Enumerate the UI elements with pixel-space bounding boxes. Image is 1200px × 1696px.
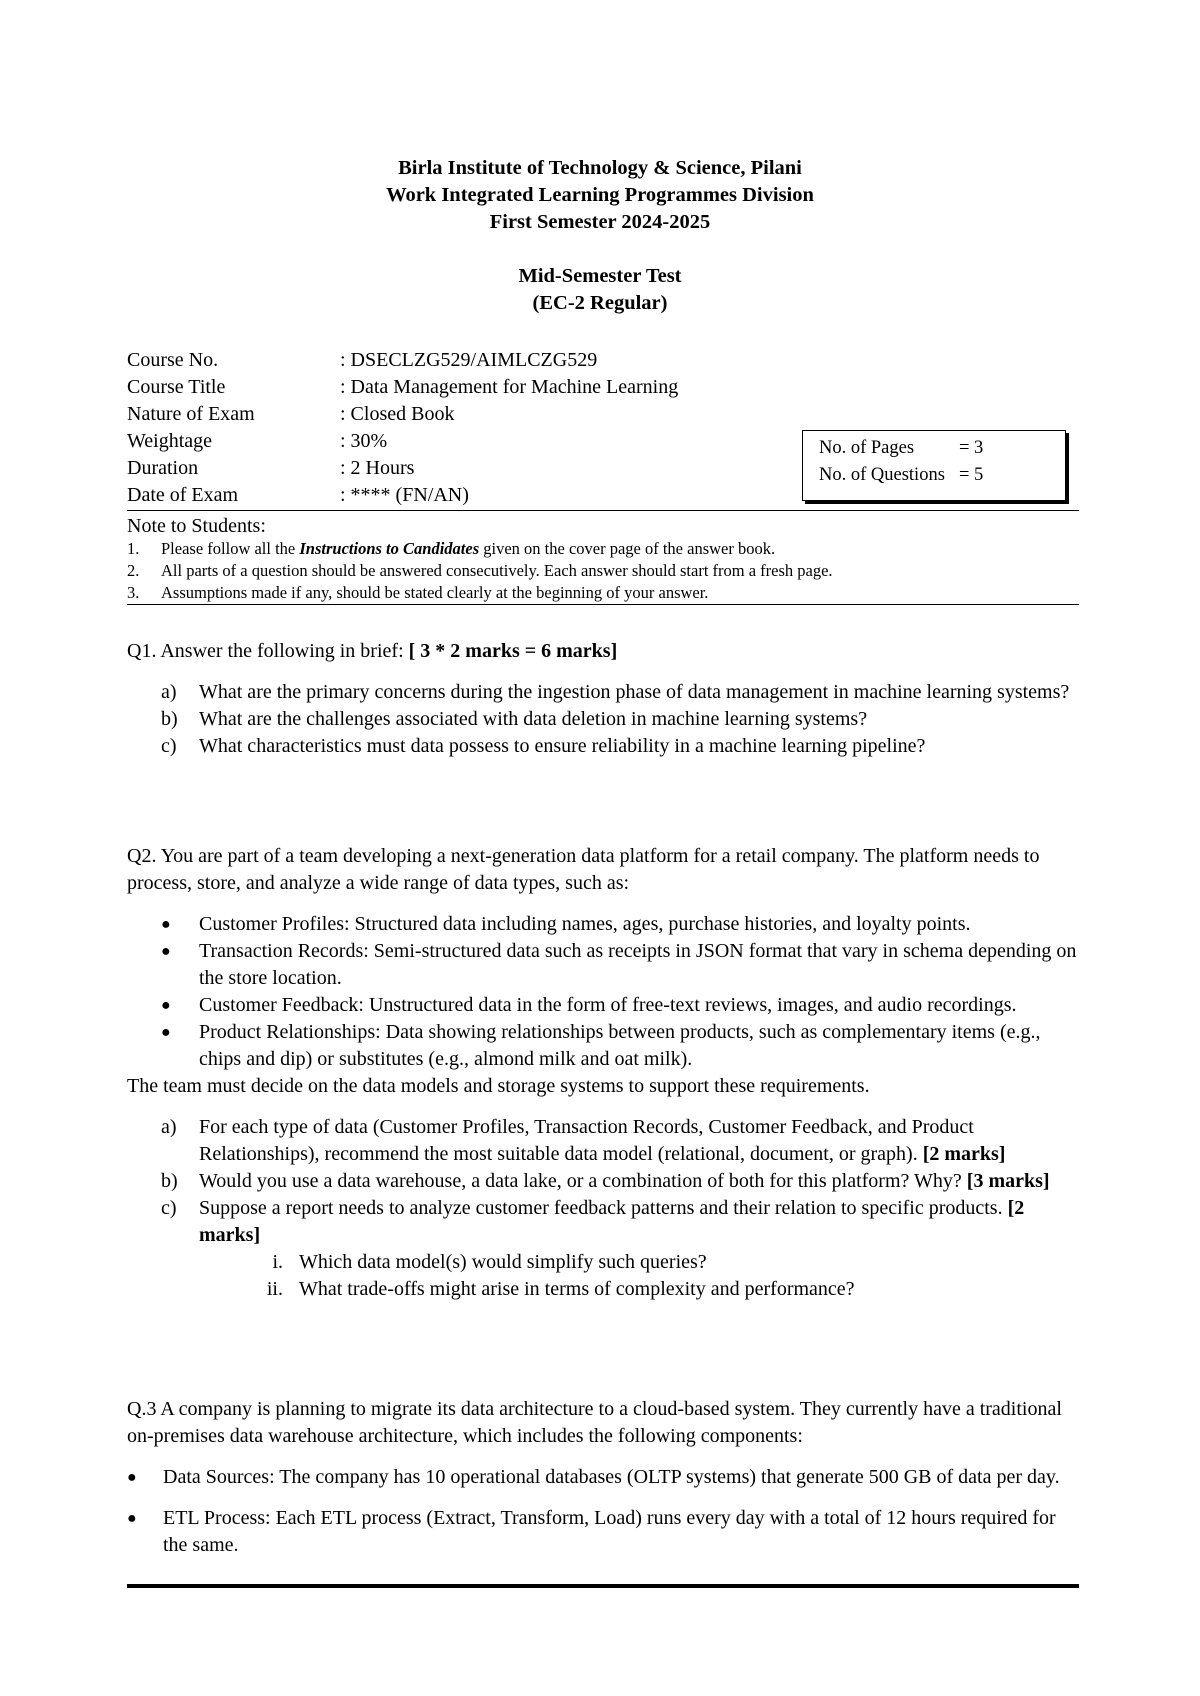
note-item: 1. Please follow all the Instructions to Candidates given on the cover page of the answer book. bbox=[127, 539, 776, 558]
q1-part-b: b) What are the challenges associated with data deletion in machine learning systems? bbox=[161, 708, 868, 730]
bullet-icon: ● bbox=[127, 1510, 137, 1527]
info-row: Weightage : 30% bbox=[127, 430, 388, 452]
q2-subpart-i: i. Which data model(s) would simplify such queries? bbox=[272, 1251, 707, 1273]
q2-intro: Q2. You are part of a team developing a next-generation data platform for a retail company. The platform needs to process, store, and analyze a wide range of data types, such as: bbox=[127, 845, 1040, 894]
question-3 bbox=[127, 1396, 1079, 1559]
institute-name: Birla Institute of Technology & Science, Pilani bbox=[398, 157, 802, 179]
questions-value: = 5 bbox=[959, 465, 984, 485]
test-name: Mid-Semester Test bbox=[518, 265, 682, 287]
division-name: Work Integrated Learning Programmes Division bbox=[386, 184, 814, 206]
info-row: Duration : 2 Hours bbox=[127, 457, 415, 479]
note-item: 3. Assumptions made if any, should be stated clearly at the beginning of your answer. bbox=[127, 583, 709, 602]
q1-part-a: a) What are the primary concerns during the ingestion phase of data management in machine learning systems? bbox=[161, 681, 1070, 703]
q2-bullet: ● Product Relationships: Data showing relationships between products, such as complementary items (e.g., chips and dip) or substitutes (e.g., almond milk and oat milk). bbox=[161, 1019, 1079, 1073]
pages-value: = 3 bbox=[959, 438, 984, 458]
info-row: Course Title : Data Management for Machine Learning bbox=[127, 376, 679, 398]
q2-bullet: ● Transaction Records: Semi-structured data such as receipts in JSON format that vary in schema depending on the store location. bbox=[161, 938, 1079, 992]
q2-bullet: ● Customer Feedback: Unstructured data in the form of free-text reviews, images, and audio recordings. bbox=[161, 992, 1079, 1019]
q1-title: Q1. Answer the following in brief: [ 3 * 2 marks = 6 marks] bbox=[127, 640, 618, 662]
exam-header bbox=[0, 155, 1200, 317]
q2-bullet: ● Customer Profiles: Structured data including names, ages, purchase histories, and loyalty points. bbox=[161, 911, 1079, 938]
notes-title: Note to Students: bbox=[127, 515, 266, 537]
divider bbox=[127, 510, 1079, 511]
test-type: (EC-2 Regular) bbox=[532, 292, 668, 314]
q3-bullet: ● Data Sources: The company has 10 operational databases (OLTP systems) that generate 500 GB of data per day. bbox=[127, 1464, 1079, 1491]
questions-label: No. of Questions bbox=[819, 465, 945, 485]
bullet-icon: ● bbox=[127, 1469, 137, 1486]
semester: First Semester 2024-2025 bbox=[489, 211, 711, 233]
bullet-icon: ● bbox=[161, 1024, 171, 1041]
course-info bbox=[127, 347, 847, 509]
bullet-icon: ● bbox=[161, 916, 171, 933]
question-2 bbox=[127, 843, 1079, 1303]
q2-subpart-ii: ii. What trade-offs might arise in terms of complexity and performance? bbox=[266, 1278, 855, 1300]
question-1 bbox=[127, 638, 1079, 760]
q1-part-c: c) What characteristics must data possess to ensure reliability in a machine learning pipeline? bbox=[161, 735, 926, 757]
info-row: Course No. : DSECLZG529/AIMLCZG529 bbox=[127, 349, 598, 371]
q3-intro: Q.3 A company is planning to migrate its data architecture to a cloud-based system. They currently have a traditional on-premises data warehouse architecture, which includes the following components: bbox=[127, 1398, 1062, 1447]
q2-part-c: c) Suppose a report needs to analyze customer feedback patterns and their relation to specific products. [2 marks] bbox=[161, 1197, 1025, 1246]
bullet-icon: ● bbox=[161, 943, 171, 960]
q3-bullet: ● ETL Process: Each ETL process (Extract, Transform, Load) runs every day with a total of 12 hours required for the same. bbox=[127, 1505, 1079, 1559]
note-item: 2. All parts of a question should be answered consecutively. Each answer should start from a fresh page. bbox=[127, 561, 833, 580]
info-row: Nature of Exam : Closed Book bbox=[127, 403, 455, 425]
info-row: Date of Exam : **** (FN/AN) bbox=[127, 484, 469, 506]
pages-label: No. of Pages bbox=[819, 438, 915, 458]
divider bbox=[127, 604, 1079, 605]
pages-questions-box bbox=[802, 430, 1066, 501]
q2-after: The team must decide on the data models and storage systems to support these requirements. bbox=[127, 1075, 870, 1097]
q2-part-a: a) For each type of data (Customer Profiles, Transaction Records, Customer Feedback, and Product Relationships), recommend the most suitable data model (relational, document, or graph). [2 marks] bbox=[161, 1116, 1006, 1165]
bottom-rule bbox=[127, 1584, 1079, 1588]
bullet-icon: ● bbox=[161, 997, 171, 1014]
q2-part-b: b) Would you use a data warehouse, a data lake, or a combination of both for this platform? Why? [3 marks] bbox=[161, 1170, 1050, 1192]
notes-to-students bbox=[127, 514, 1079, 604]
